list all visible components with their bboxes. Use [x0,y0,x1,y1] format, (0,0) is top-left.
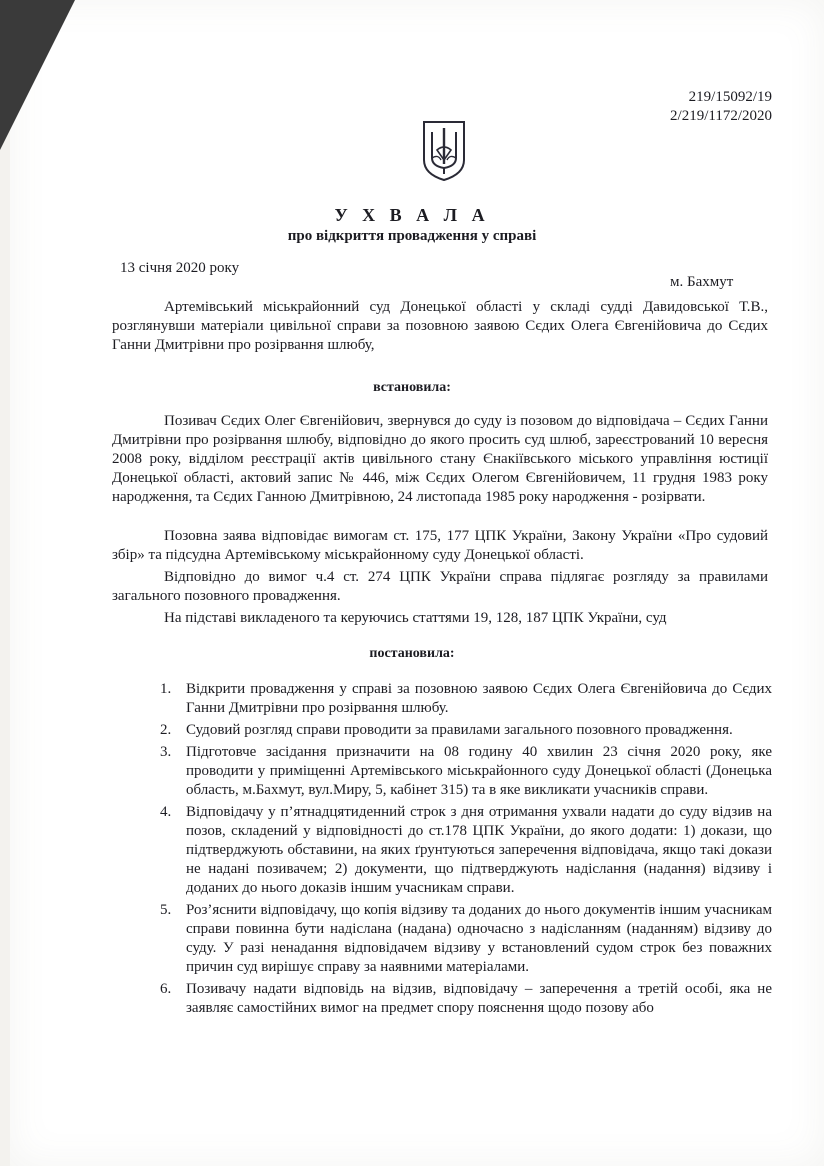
list-item-text: Відкрити провадження у справі за позовною заявою Сєдих Олега Євгенійовича до Сєдих Ганни Дмитрівни про розірвання шлюбу. [186,681,772,716]
list-item [160,680,772,718]
list-item-text: Роз’яснити відповідачу, що копія відзиву та доданих до нього документів іншим учасникам справи повинна бути надіслана (надана) одночасно з надісланням (наданням) відзиву до суду. У разі ненадання відповідачем відзиву у встановлений судом строк без поважних причин суд вирішує справу за наявними матеріалами. [186,902,772,975]
list-item [160,803,772,898]
list-item-text: Судовий розгляд справи проводити за правилами загального позовного провадження. [186,722,733,738]
list-item-number: 3. [160,744,172,760]
folded-corner [0,0,75,150]
document-subtitle: про відкриття провадження у справі [287,228,537,244]
list-item-text: Позивачу надати відповідь на відзив, відповідачу – заперечення а третій особі, яка не заявляє самостійних вимог на предмет спору пояснення щодо позову або [186,981,772,1016]
case-numbers [670,88,772,126]
list-item-number: 2. [160,722,172,738]
list-item-number: 1. [160,681,172,697]
established-paragraph-4: На підставі викладеного та керуючись статтями 19, 128, 187 ЦПК України, суд [164,610,667,626]
case-number-1: 219/15092/19 [688,89,772,105]
established-paragraph-3: Відповідно до вимог ч.4 ст. 274 ЦПК України справа підлягає розгляду за правилами загального позовного провадження. [112,569,768,604]
intro-paragraph: Артемівський міськрайонний суд Донецької області у складі судді Давидовської Т.В., розглянувши матеріали цивільної справи за позовною заявою Сєдих Олега Євгенійовича до Сєдих Ганни Дмитрівни про розірвання шлюбу, [112,299,768,353]
established-paragraph-1: Позивач Сєдих Олег Євгенійович, звернувся до суду із позовом до відповідача – Сєдих Ганни Дмитрівни про розірвання шлюбу, відповідно до якого просить суд шлюб, зареєстрований 10 вересня 2008 року, відділом реєстрації актів цивільного стану Єнакіївського міського управління юстиції Донецької області, актовий запис № 446, між Сєдих Олегом Євгенійовичем, 11 грудня 1983 року народження, та Сєдих Ганною Дмитрівною, 24 листопада 1985 року народження - розірвати. [112,413,768,505]
list-item-text: Відповідачу у п’ятнадцятиденний строк з дня отримання ухвали надати до суду відзив на позов, складений у відповідності до ст.178 ЦПК України, до якого додати: 1) докази, що підтверджують обставини, на яких ґрунтуються заперечення відповідача, якщо такі докази не надані позивачем; 2) документи, що підтверджують надіслання (надання) відзиву і доданих до нього доказів іншим учасникам справи. [186,804,772,896]
established-paragraph-2: Позовна заява відповідає вимогам ст. 175, 177 ЦПК України, Закону України «Про судовий збір» та підсудна Артемівському міськрайонному суду Донецької області. [112,528,768,563]
document-title: У Х В А Л А [334,205,490,225]
list-item-number: 6. [160,981,172,997]
list-item [160,980,772,1018]
established-heading: встановила: [373,380,451,395]
case-number-2: 2/219/1172/2020 [670,108,772,124]
list-item-text: Підготовче засідання призначити на 08 годину 40 хвилин 23 січня 2020 року, яке проводити у приміщенні Артемівського міськрайонного суду Донецької області (Донецька область, м.Бахмут, вул.Миру, 5, кабінет 315) та в яке викликати учасників справи. [186,744,772,798]
trident-coat-of-arms-icon [421,120,467,182]
resolved-list [160,680,772,1021]
document-date: 13 січня 2020 року [120,260,240,276]
document-city: м. Бахмут [670,274,734,290]
list-item [160,743,772,800]
list-item-number: 5. [160,902,172,918]
resolved-heading: постановила: [369,646,455,661]
list-item-number: 4. [160,804,172,820]
list-item [160,721,772,740]
list-item [160,901,772,977]
